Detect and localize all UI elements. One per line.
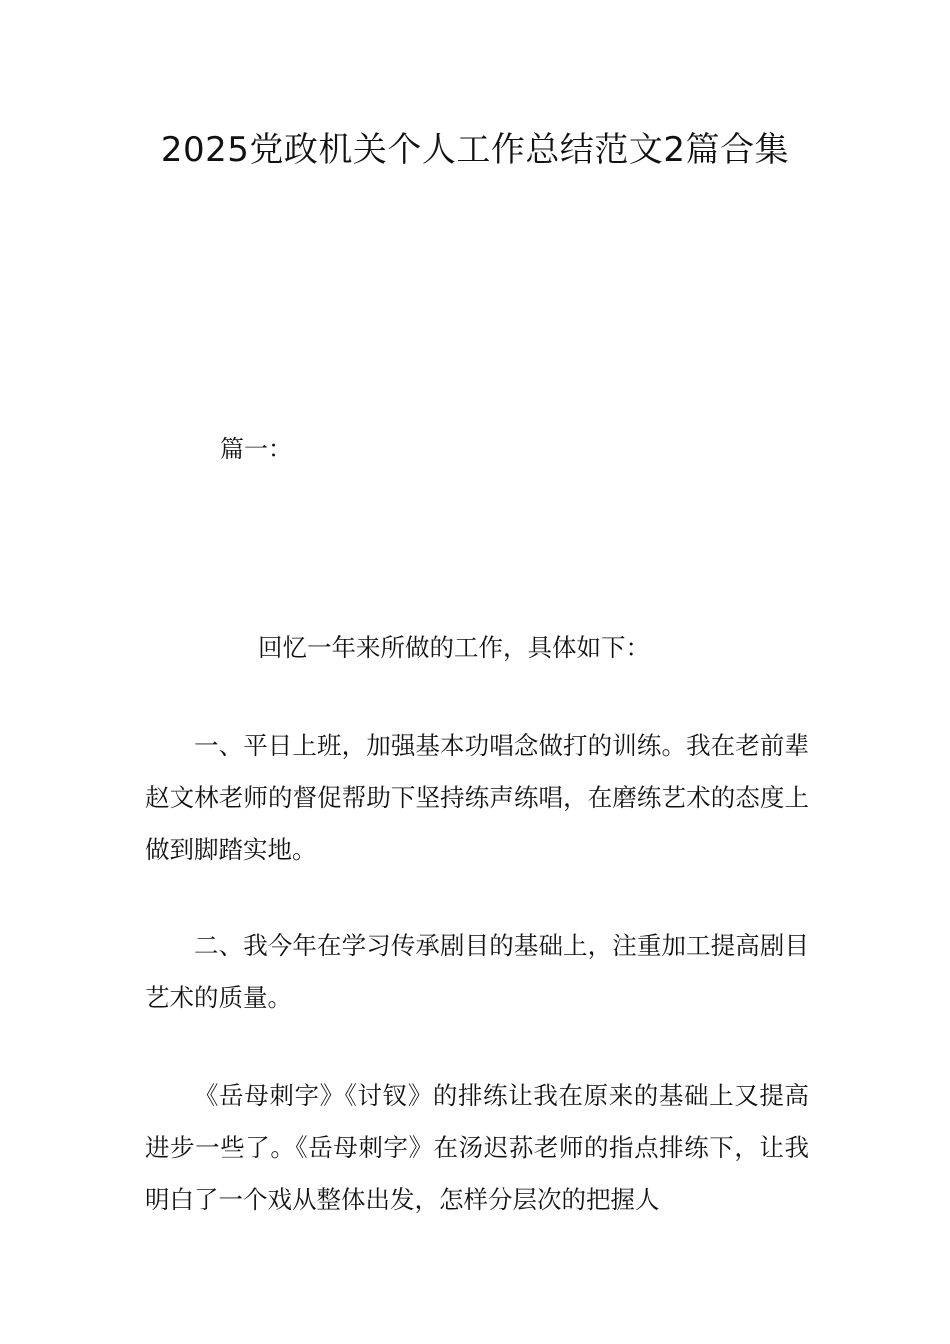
paragraph-2: 二、我今年在学习传承剧目的基础上，注重加工提高剧目艺术的质量。 bbox=[145, 931, 809, 1012]
paragraph-1: 一、平日上班，加强基本功唱念做打的训练。我在老前辈赵文林老师的督促帮助下坚持练声练唱，在磨练艺术的态度上做到脚踏实地。 bbox=[145, 731, 809, 864]
paragraph-3: 《岳母刺字》《讨钗》的排练让我在原来的基础上又提高进步一些了。《岳母刺字》在汤迟荪老师的指点排练下，让我明白了一个戏从整体出发，怎样分层次的把握人 bbox=[145, 1081, 809, 1214]
intro-paragraph: 回忆一年来所做的工作，具体如下： bbox=[258, 633, 650, 662]
section-label: 篇一： bbox=[220, 435, 292, 463]
document-title: 2025党政机关个人工作总结范文2篇合集 bbox=[160, 130, 790, 170]
